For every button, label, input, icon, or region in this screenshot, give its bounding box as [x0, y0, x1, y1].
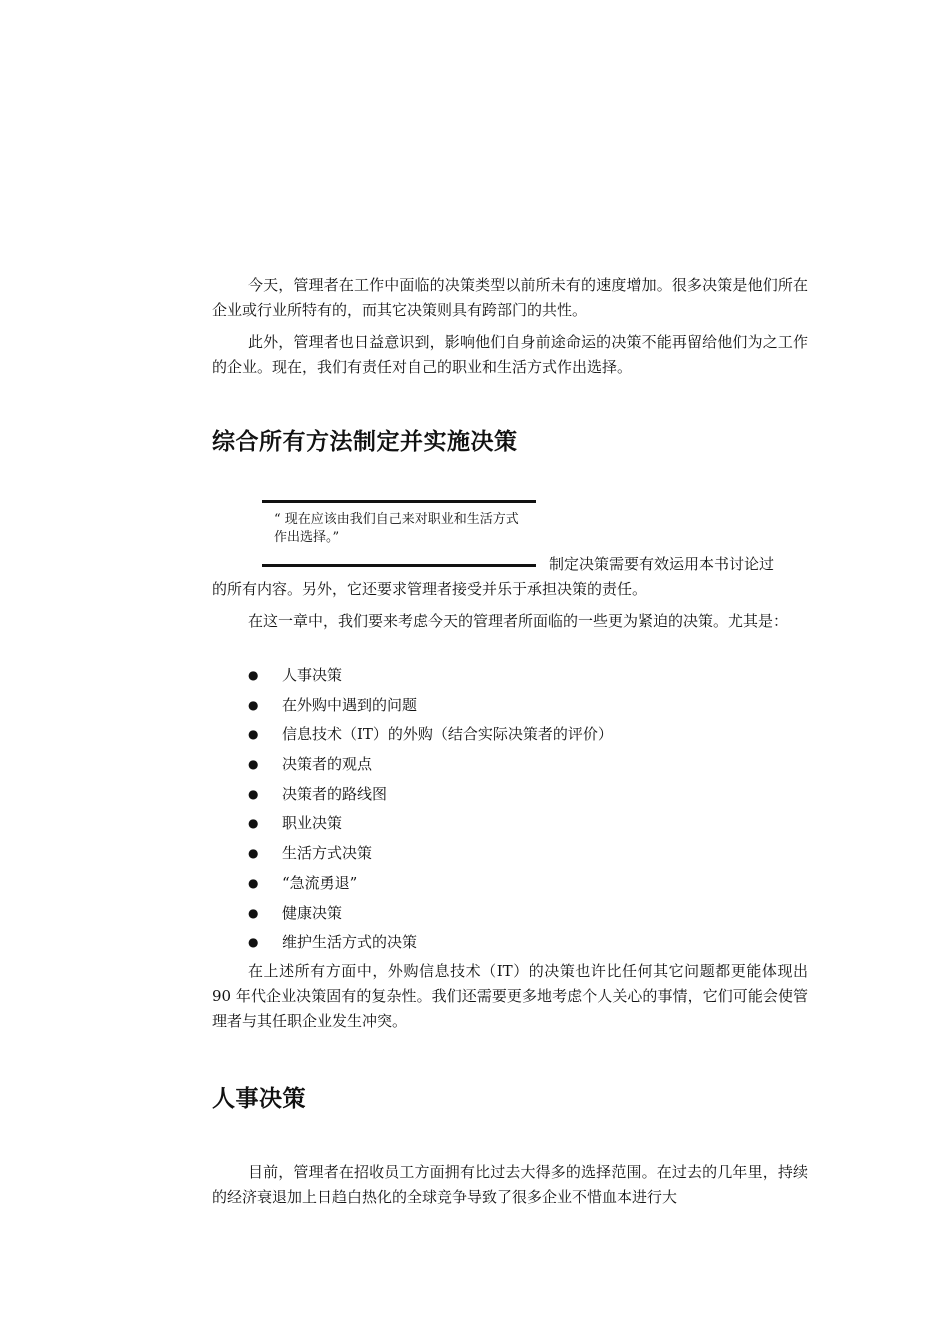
- list-item-text: 生活方式决策: [282, 844, 373, 863]
- list-item: [212, 750, 808, 780]
- list-item: [212, 780, 808, 810]
- list-intro-paragraph: 在这一章中，我们要来考虑今天的管理者所面临的一些更为紧迫的决策。尤其是：: [248, 612, 789, 630]
- bullet-icon: ●: [248, 846, 259, 861]
- list-item-text: 健康决策: [282, 903, 343, 922]
- list-item-text: 维护生活方式的决策: [282, 933, 418, 952]
- bullet-icon: ●: [248, 727, 259, 742]
- after-list-text: [212, 959, 808, 1034]
- intro-paragraph-1: 今天，管理者在工作中面临的决策类型以前所未有的速度增加。很多决策是他们所在企业或行业所特有的，而其它决策则具有跨部门的共性。: [212, 276, 808, 319]
- list-item: [212, 928, 808, 958]
- pull-quote: [262, 500, 536, 568]
- list-item: [212, 661, 808, 691]
- list-item-text: 在外购中遇到的问题: [282, 695, 418, 714]
- bullet-icon: ●: [248, 875, 259, 890]
- list-item-text: “急流勇退”: [282, 873, 358, 892]
- bullet-icon: ●: [248, 786, 259, 801]
- list-item-text: 职业决策: [282, 814, 343, 833]
- list-item: [212, 869, 808, 899]
- pull-quote-text: “ 现在应该由我们自己来对职业和生活方式作出选择。”: [274, 512, 519, 545]
- section-heading-1-wrap: [212, 427, 808, 457]
- section2-body: [212, 1160, 808, 1210]
- decision-list: [212, 661, 808, 958]
- section-heading-1: 综合所有方法制定并实施决策: [212, 429, 518, 455]
- section-heading-2: 人事决策: [212, 1086, 306, 1112]
- wrap-paragraph-first-line: 制定决策需要有效运用本书讨论过: [549, 555, 775, 573]
- decision-list-wrap: [212, 661, 808, 958]
- list-item-text: 决策者的路线图: [282, 784, 388, 803]
- bullet-icon: ●: [248, 757, 259, 772]
- bullet-icon: ●: [248, 697, 259, 712]
- list-item-text: 人事决策: [282, 666, 343, 684]
- section1-body: [212, 577, 808, 634]
- personnel-paragraph: 目前，管理者在招收员工方面拥有比过去大得多的选择范围。在过去的几年里，持续的经济衰退加上日趋白热化的全球竞争导致了很多企业不惜血本进行大: [212, 1163, 808, 1206]
- list-item: [212, 899, 808, 929]
- bullet-icon: ●: [248, 935, 259, 950]
- list-item-text: 信息技术（IT）的外购（结合实际决策者的评价）: [282, 725, 613, 744]
- list-item-text: 决策者的观点: [282, 755, 373, 774]
- wrap-paragraph-rest: 的所有内容。另外，它还要求管理者接受并乐于承担决策的责任。: [212, 580, 648, 598]
- section-heading-2-wrap: [212, 1084, 808, 1114]
- list-item: [212, 809, 808, 839]
- bullet-icon: ●: [248, 905, 259, 920]
- pull-quote-top-rule: [262, 500, 536, 503]
- list-item: [212, 720, 808, 750]
- intro-paragraph-2: 此外，管理者也日益意识到，影响他们自身前途命运的决策不能再留给他们为之工作的企业。现在，我们有责任对自己的职业和生活方式作出选择。: [212, 333, 808, 376]
- bullet-icon: ●: [248, 816, 259, 831]
- list-item: [212, 839, 808, 869]
- bullet-icon: ●: [248, 668, 259, 682]
- after-list-paragraph: 在上述所有方面中，外购信息技术（IT）的决策也许比任何其它问题都更能体现出 90 年代企业决策固有的复杂性。我们还需要更多地考虑个人关心的事情，它们可能会使管理者与其任职企业发生冲突。: [212, 962, 808, 1030]
- list-item: [212, 691, 808, 721]
- pull-quote-bottom-rule: [262, 564, 536, 567]
- intro-text: [212, 273, 808, 380]
